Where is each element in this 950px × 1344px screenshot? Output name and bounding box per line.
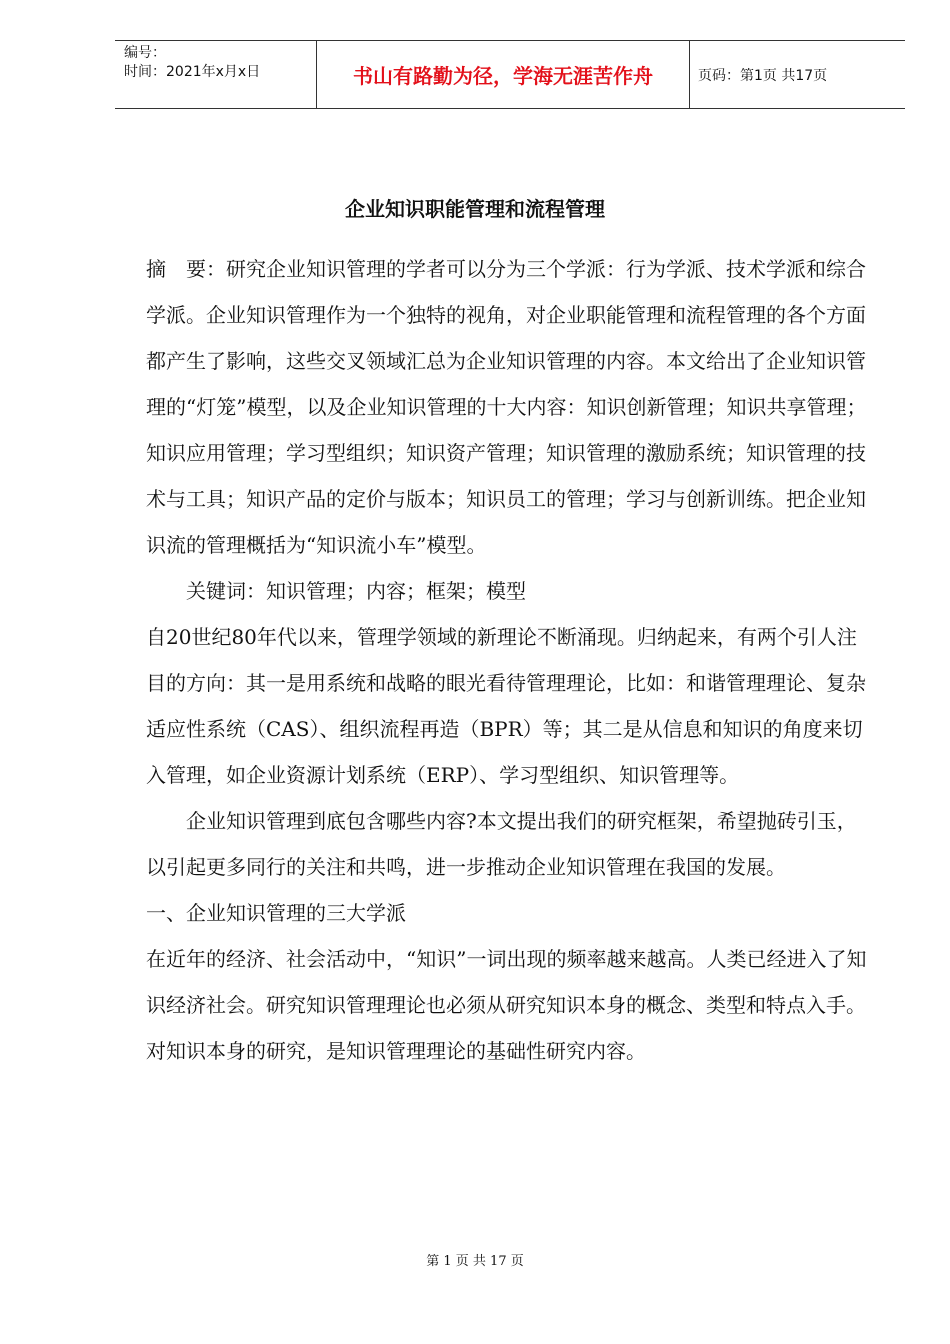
header-page-info: 页码：第1页 共17页 — [698, 67, 828, 84]
page-header — [115, 40, 905, 109]
abstract-paragraph: 摘 要：研究企业知识管理的学者可以分为三个学派：行为学派、技术学派和综合学派。企业知识管理作为一个独特的视角，对企业职能管理和流程管理的各个方面都产生了影响，这些交叉领域汇总为企业知识管理的内容。本文给出了企业知识管理的“灯笼”模型，以及企业知识管理的十大内容：知识创新管理；知识共享管理；知识应用管理；学习型组织；知识资产管理；知识管理的激励系统；知识管理的技术与工具；知识产品的定价与版本；知识员工的管理；学习与创新训练。把企业知识流的管理概括为“知识流小车”模型。 — [146, 257, 867, 557]
body-paragraph: 企业知识管理到底包含哪些内容?本文提出我们的研究框架，希望抛砖引玉，以引起更多同行的关注和共鸣，进一步推动企业知识管理在我国的发展。 — [146, 809, 857, 879]
body-paragraph: 自20世纪80年代以来，管理学领域的新理论不断涌现。归纳起来，有两个引人注目的方向：其一是用系统和战略的眼光看待管理理论，比如：和谐管理理论、复杂适应性系统（CAS）、组织流程再造（BPR）等；其二是从信息和知识的角度来切入管理，如企业资源计划系统（ERP）、学习型组织、知识管理等。 — [146, 625, 866, 787]
time-label: 时间：2021年x月x日 — [124, 64, 261, 80]
document-title: 企业知识职能管理和流程管理 — [345, 197, 605, 221]
body-paragraph: 在近年的经济、社会活动中，“知识”一词出现的频率越来越高。人类已经进入了知识经济社会。研究知识管理理论也必须从研究知识本身的概念、类型和特点入手。对知识本身的研究，是知识管理理论的基础性研究内容。 — [146, 947, 867, 1063]
keywords-paragraph: 关键词：知识管理；内容；框架；模型 — [186, 579, 526, 603]
section-heading: 一、企业知识管理的三大学派 — [146, 901, 406, 925]
document-body — [146, 246, 876, 1074]
header-motto: 书山有路勤为径，学海无涯苦作舟 — [317, 41, 690, 108]
header-meta — [115, 41, 317, 108]
number-label: 编号： — [124, 45, 166, 61]
page-footer: 第 1 页 共 17 页 — [426, 1254, 524, 1269]
